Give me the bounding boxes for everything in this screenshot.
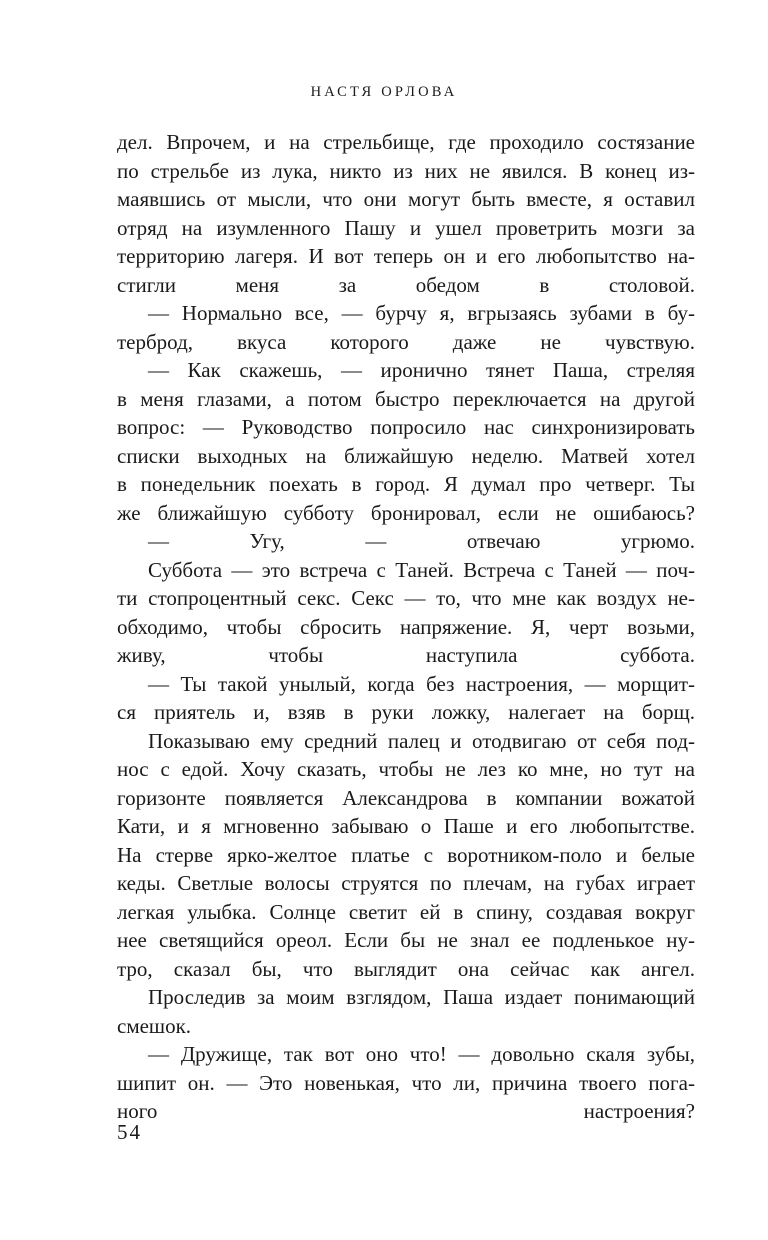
text-line: по стрельбе из лука, никто из них не явился. В конец из- — [117, 158, 695, 183]
text-line: Проследив за моим взглядом, Паша издает понимающий — [148, 985, 695, 1009]
text-line: маявшись от мысли, что они могут быть вместе, я оставил — [117, 187, 695, 211]
text-line: — Дружище, так вот оно что! — довольно скаля зубы, — [148, 1042, 695, 1066]
text-line: — Как скажешь, — иронично тянет Паша, стреляя — [148, 358, 695, 382]
paragraph — [117, 727, 695, 984]
text-line: Показываю ему средний палец и отодвигаю от себя под- — [148, 728, 695, 753]
text-line: Кати, и я мгновенно забываю о Паше и его любопытстве. — [117, 814, 695, 838]
text-line: смешок. — [117, 1013, 192, 1038]
paragraph — [117, 670, 695, 727]
text-line: нее светящийся ореол. Если бы не знал ее подленькое ну- — [117, 928, 695, 952]
text-line: ти стопроцентный секс. Секс — то, что мне как воздух не- — [117, 586, 695, 610]
text-line: — Угу, — отвечаю угрюмо. — [148, 529, 695, 553]
text-line: ного настроения? — [117, 1099, 695, 1123]
text-line: горизонте появляется Александрова в компании вожатой — [117, 785, 695, 810]
text-line: территорию лагеря. И вот теперь он и его любопытство на- — [117, 244, 695, 268]
text-line: списки выходных на ближайшую неделю. Матвей хотел — [117, 443, 695, 468]
paragraph — [117, 1040, 695, 1126]
text-line: тро, сказал бы, что выглядит она сейчас как ангел. — [117, 956, 695, 981]
page-number: 54 — [117, 1120, 142, 1144]
running-head: НАСТЯ ОРЛОВА — [310, 84, 458, 100]
text-line: ся приятель и, взяв в руки ложку, налегает на борщ. — [117, 700, 695, 724]
text-line: же ближайшую субботу бронировал, если не ошибаюсь? — [117, 500, 695, 525]
text-line: нос с едой. Хочу сказать, чтобы не лез ко мне, но тут на — [117, 757, 695, 781]
text-line: кеды. Светлые волосы струятся по плечам, на губах играет — [117, 871, 695, 895]
paragraph — [117, 527, 695, 556]
text-line: вопрос: — Руководство попросило нас синхронизировать — [117, 415, 695, 439]
body-text — [117, 128, 695, 1126]
paragraph — [117, 983, 695, 1040]
text-line: в меня глазами, а потом быстро переключается на другой — [117, 386, 695, 411]
text-line: легкая улыбка. Солнце светит ей в спину, создавая вокруг — [117, 899, 695, 924]
text-line: — Ты такой унылый, когда без настроения, — морщит- — [148, 671, 695, 696]
text-line: шипит он. — Это новенькая, что ли, причина твоего пога- — [117, 1070, 695, 1095]
text-line: — Нормально все, — бурчу я, вгрызаясь зубами в бу- — [148, 301, 695, 325]
text-line: в понедельник поехать в город. Я думал про четверг. Ты — [117, 472, 695, 496]
paragraph — [117, 299, 695, 356]
text-line: живу, чтобы наступила суббота. — [117, 643, 695, 667]
text-line: обходимо, чтобы сбросить напряжение. Я, черт возьми, — [117, 614, 695, 639]
text-line: стигли меня за обедом в столовой. — [117, 272, 695, 297]
paragraph — [117, 356, 695, 527]
text-line: Суббота — это встреча с Таней. Встреча с Таней — поч- — [148, 557, 695, 582]
paragraph — [117, 556, 695, 670]
paragraph — [117, 128, 695, 299]
text-line: дел. Впрочем, и на стрельбище, где проходило состязание — [117, 130, 695, 154]
text-line: отряд на изумленного Пашу и ушел проветрить мозги за — [117, 215, 695, 240]
text-line: На стерве ярко-желтое платье с воротником-поло и белые — [117, 842, 695, 867]
text-line: терброд, вкуса которого даже не чувствую. — [117, 329, 695, 354]
